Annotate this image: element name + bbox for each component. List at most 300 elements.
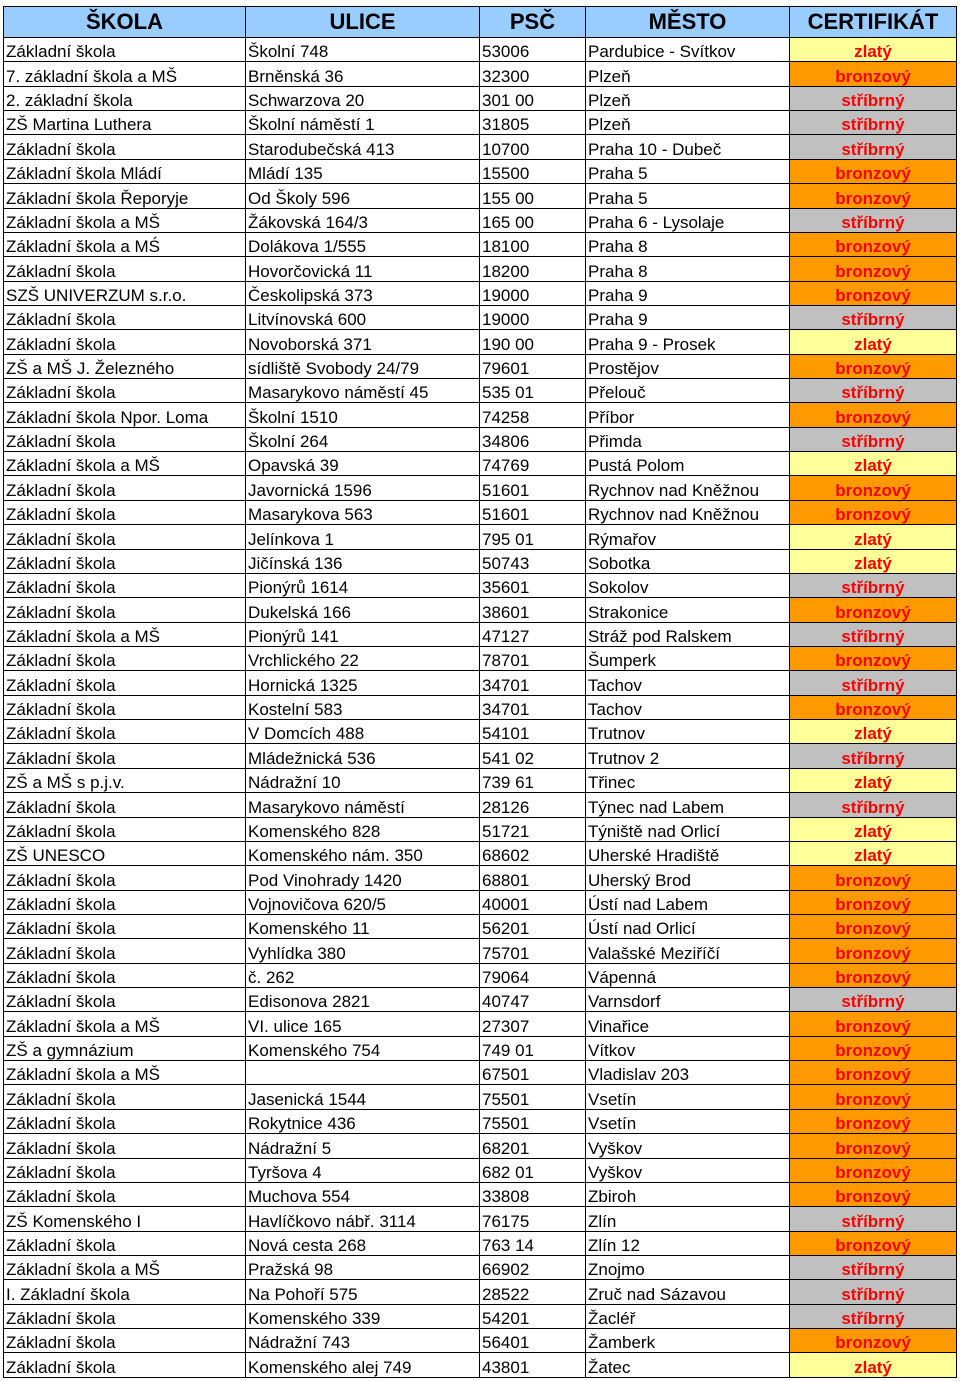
cell-zip: 18200: [480, 257, 586, 281]
cell-school: Základní škola Npor. Loma: [4, 403, 246, 427]
cell-city: Praha 9: [586, 281, 790, 305]
cell-city: Vladislav 203: [586, 1061, 790, 1085]
cell-certificate: bronzový: [790, 232, 957, 256]
table-row: [4, 914, 957, 938]
cell-certificate: bronzový: [790, 1061, 957, 1085]
cell-city: Žamberk: [586, 1329, 790, 1353]
cell-zip: 74258: [480, 403, 586, 427]
table-row: [4, 1353, 957, 1377]
cell-school: Základní škola: [4, 793, 246, 817]
cell-city: Stráž pod Ralskem: [586, 622, 790, 646]
cell-zip: 79064: [480, 963, 586, 987]
cell-street: Muchova 554: [246, 1182, 480, 1206]
cell-school: Základní škola: [4, 305, 246, 329]
cell-street: Jelínkova 1: [246, 525, 480, 549]
table-row: [4, 671, 957, 695]
cell-zip: 43801: [480, 1353, 586, 1377]
cell-city: Praha 9 - Prosek: [586, 330, 790, 354]
cell-street: Kostelní 583: [246, 695, 480, 719]
cell-street: sídliště Svobody 24/79: [246, 354, 480, 378]
cell-city: Praha 5: [586, 184, 790, 208]
table-row: [4, 1134, 957, 1158]
header-certificate: CERTIFIKÁT: [790, 7, 957, 38]
cell-zip: 190 00: [480, 330, 586, 354]
table-row: [4, 793, 957, 817]
cell-zip: 35601: [480, 573, 586, 597]
cell-street: Brněnská 36: [246, 62, 480, 86]
cell-school: ZŠ a MŠ J. Železného: [4, 354, 246, 378]
cell-certificate: zlatý: [790, 768, 957, 792]
table-row: [4, 525, 957, 549]
cell-certificate: bronzový: [790, 914, 957, 938]
cell-school: I. Základní škola: [4, 1280, 246, 1304]
cell-school: Základní škola: [4, 1329, 246, 1353]
cell-school: Základní škola: [4, 525, 246, 549]
table-row: [4, 598, 957, 622]
cell-street: Pod Vinohrady 1420: [246, 866, 480, 890]
table-row: [4, 1255, 957, 1279]
table-row: [4, 135, 957, 159]
cell-certificate: bronzový: [790, 62, 957, 86]
cell-street: Komenského 11: [246, 914, 480, 938]
cell-street: Vrchlického 22: [246, 646, 480, 670]
cell-city: Uherský Brod: [586, 866, 790, 890]
cell-street: Školní 748: [246, 38, 480, 62]
table-row: [4, 939, 957, 963]
cell-street: V Domcích 488: [246, 720, 480, 744]
cell-city: Zruč nad Sázavou: [586, 1280, 790, 1304]
cell-street: Komenského 339: [246, 1304, 480, 1328]
cell-street: Javornická 1596: [246, 476, 480, 500]
cell-zip: 32300: [480, 62, 586, 86]
cell-street: Dukelská 166: [246, 598, 480, 622]
cell-school: Základní škola: [4, 817, 246, 841]
cell-school: Základní škola: [4, 476, 246, 500]
cell-certificate: zlatý: [790, 38, 957, 62]
cell-city: Praha 6 - Lysolaje: [586, 208, 790, 232]
cell-city: Šumperk: [586, 646, 790, 670]
cell-zip: 795 01: [480, 525, 586, 549]
cell-school: Základní škola: [4, 1134, 246, 1158]
cell-zip: 535 01: [480, 379, 586, 403]
cell-certificate: bronzový: [790, 184, 957, 208]
cell-street: Mládežnická 536: [246, 744, 480, 768]
table-row: [4, 1231, 957, 1255]
table-row: [4, 549, 957, 573]
cell-city: Vsetín: [586, 1109, 790, 1133]
table-row: [4, 1329, 957, 1353]
cell-street: Tyršova 4: [246, 1158, 480, 1182]
cell-school: Základní škola: [4, 939, 246, 963]
cell-city: Žatec: [586, 1353, 790, 1377]
cell-certificate: stříbrný: [790, 111, 957, 135]
cell-city: Valašské Meziříčí: [586, 939, 790, 963]
cell-street: Komenského nám. 350: [246, 841, 480, 865]
table-row: [4, 38, 957, 62]
table-row: [4, 890, 957, 914]
cell-school: Základní škola: [4, 695, 246, 719]
cell-city: Prostějov: [586, 354, 790, 378]
cell-certificate: stříbrný: [790, 622, 957, 646]
cell-school: Základní škola: [4, 1085, 246, 1109]
cell-certificate: zlatý: [790, 525, 957, 549]
cell-city: Praha 8: [586, 257, 790, 281]
cell-certificate: stříbrný: [790, 1255, 957, 1279]
cell-school: Základní škola: [4, 1109, 246, 1133]
cell-school: Základní škola Řeporyje: [4, 184, 246, 208]
cell-zip: 75501: [480, 1085, 586, 1109]
cell-zip: 19000: [480, 305, 586, 329]
cell-certificate: bronzový: [790, 646, 957, 670]
cell-street: Nádražní 10: [246, 768, 480, 792]
cell-street: Komenského 828: [246, 817, 480, 841]
cell-street: Pražská 98: [246, 1255, 480, 1279]
header-street: ULICE: [246, 7, 480, 38]
cell-city: Znojmo: [586, 1255, 790, 1279]
cell-school: Základní škola: [4, 720, 246, 744]
cell-street: Masarykova 563: [246, 500, 480, 524]
header-row: [4, 7, 957, 38]
cell-city: Zlín: [586, 1207, 790, 1231]
cell-certificate: stříbrný: [790, 744, 957, 768]
cell-zip: 67501: [480, 1061, 586, 1085]
cell-city: Praha 9: [586, 305, 790, 329]
cell-school: ZŠ a MŠ s p.j.v.: [4, 768, 246, 792]
table-row: [4, 232, 957, 256]
cell-school: 2. základní škola: [4, 86, 246, 110]
cell-zip: 301 00: [480, 86, 586, 110]
table-row: [4, 184, 957, 208]
cell-zip: 28126: [480, 793, 586, 817]
cell-street: Pionýrů 141: [246, 622, 480, 646]
cell-zip: 75701: [480, 939, 586, 963]
cell-street: Nádražní 743: [246, 1329, 480, 1353]
cell-zip: 749 01: [480, 1036, 586, 1060]
table-row: [4, 111, 957, 135]
cell-zip: 56401: [480, 1329, 586, 1353]
cell-street: Školní 264: [246, 427, 480, 451]
table-row: [4, 963, 957, 987]
cell-zip: 50743: [480, 549, 586, 573]
cell-street: č. 262: [246, 963, 480, 987]
cell-certificate: bronzový: [790, 1109, 957, 1133]
cell-zip: 155 00: [480, 184, 586, 208]
table-row: [4, 1109, 957, 1133]
cell-zip: 34701: [480, 671, 586, 695]
cell-school: Základní škola: [4, 500, 246, 524]
cell-school: Základní škola: [4, 1304, 246, 1328]
cell-certificate: stříbrný: [790, 1304, 957, 1328]
cell-city: Vsetín: [586, 1085, 790, 1109]
cell-certificate: stříbrný: [790, 793, 957, 817]
table-row: [4, 988, 957, 1012]
table-row: [4, 1012, 957, 1036]
cell-city: Trutnov: [586, 720, 790, 744]
cell-certificate: stříbrný: [790, 573, 957, 597]
cell-city: Tachov: [586, 671, 790, 695]
header-school: ŠKOLA: [4, 7, 246, 38]
cell-zip: 51601: [480, 500, 586, 524]
table-row: [4, 622, 957, 646]
cell-school: Základní škola Mládí: [4, 159, 246, 183]
cell-city: Zbiroh: [586, 1182, 790, 1206]
table-row: [4, 281, 957, 305]
cell-zip: 74769: [480, 452, 586, 476]
cell-certificate: bronzový: [790, 403, 957, 427]
table-row: [4, 427, 957, 451]
header-city: MĚSTO: [586, 7, 790, 38]
cell-street: VI. ulice 165: [246, 1012, 480, 1036]
cell-city: Sobotka: [586, 549, 790, 573]
cell-certificate: bronzový: [790, 963, 957, 987]
table-row: [4, 817, 957, 841]
cell-school: Základní škola a MŠ: [4, 1255, 246, 1279]
cell-certificate: bronzový: [790, 1158, 957, 1182]
cell-school: Základní škola: [4, 573, 246, 597]
cell-street: Jičínská 136: [246, 549, 480, 573]
cell-certificate: bronzový: [790, 1012, 957, 1036]
cell-zip: 53006: [480, 38, 586, 62]
table-row: [4, 1304, 957, 1328]
cell-city: Rýmařov: [586, 525, 790, 549]
cell-city: Plzeň: [586, 111, 790, 135]
table-row: [4, 1280, 957, 1304]
cell-zip: 34701: [480, 695, 586, 719]
cell-school: Základní škola: [4, 963, 246, 987]
cell-street: Jasenická 1544: [246, 1085, 480, 1109]
cell-school: SZŠ UNIVERZUM s.r.o.: [4, 281, 246, 305]
table-row: [4, 208, 957, 232]
cell-city: Vyškov: [586, 1158, 790, 1182]
cell-school: Základní škola: [4, 988, 246, 1012]
certificate-table: [3, 6, 957, 1378]
cell-school: Základní škola a MŠ: [4, 208, 246, 232]
cell-certificate: stříbrný: [790, 671, 957, 695]
cell-zip: 31805: [480, 111, 586, 135]
cell-street: Komenského alej 749: [246, 1353, 480, 1377]
cell-zip: 682 01: [480, 1158, 586, 1182]
cell-certificate: bronzový: [790, 939, 957, 963]
cell-school: ZŠ Martina Luthera: [4, 111, 246, 135]
cell-certificate: bronzový: [790, 1329, 957, 1353]
cell-certificate: stříbrný: [790, 86, 957, 110]
cell-street: Komenského 754: [246, 1036, 480, 1060]
table-row: [4, 305, 957, 329]
cell-zip: 763 14: [480, 1231, 586, 1255]
cell-street: Mládí 135: [246, 159, 480, 183]
cell-street: Masarykovo náměstí: [246, 793, 480, 817]
cell-city: Varnsdorf: [586, 988, 790, 1012]
cell-zip: 27307: [480, 1012, 586, 1036]
cell-certificate: stříbrný: [790, 208, 957, 232]
cell-certificate: bronzový: [790, 598, 957, 622]
cell-city: Rychnov nad Kněžnou: [586, 500, 790, 524]
cell-school: Základní škola: [4, 866, 246, 890]
cell-street: Od Školy 596: [246, 184, 480, 208]
table-row: [4, 1207, 957, 1231]
table-row: [4, 1158, 957, 1182]
cell-city: Třinec: [586, 768, 790, 792]
cell-zip: 541 02: [480, 744, 586, 768]
cell-certificate: bronzový: [790, 1231, 957, 1255]
cell-street: Litvínovská 600: [246, 305, 480, 329]
cell-zip: 56201: [480, 914, 586, 938]
cell-zip: 78701: [480, 646, 586, 670]
cell-city: Vyškov: [586, 1134, 790, 1158]
cell-street: Dolákova 1/555: [246, 232, 480, 256]
cell-zip: 54201: [480, 1304, 586, 1328]
cell-school: ZŠ a gymnázium: [4, 1036, 246, 1060]
cell-certificate: stříbrný: [790, 305, 957, 329]
table-row: [4, 159, 957, 183]
cell-certificate: stříbrný: [790, 379, 957, 403]
cell-school: Základní škola: [4, 38, 246, 62]
cell-city: Přelouč: [586, 379, 790, 403]
cell-zip: 15500: [480, 159, 586, 183]
cell-street: Žákovská 164/3: [246, 208, 480, 232]
table-body: [4, 38, 957, 1378]
table-row: [4, 1085, 957, 1109]
cell-city: Týnec nad Labem: [586, 793, 790, 817]
cell-school: Základní škola: [4, 427, 246, 451]
cell-city: Příbor: [586, 403, 790, 427]
cell-street: Novoborská 371: [246, 330, 480, 354]
table-row: [4, 86, 957, 110]
cell-city: Pustá Polom: [586, 452, 790, 476]
cell-certificate: bronzový: [790, 354, 957, 378]
cell-zip: 68602: [480, 841, 586, 865]
table-row: [4, 379, 957, 403]
cell-certificate: bronzový: [790, 1134, 957, 1158]
table-row: [4, 768, 957, 792]
cell-zip: 79601: [480, 354, 586, 378]
cell-zip: 76175: [480, 1207, 586, 1231]
cell-city: Praha 8: [586, 232, 790, 256]
cell-street: Schwarzova 20: [246, 86, 480, 110]
table-row: [4, 354, 957, 378]
cell-school: Základní škola: [4, 549, 246, 573]
cell-zip: 40747: [480, 988, 586, 1012]
cell-certificate: bronzový: [790, 890, 957, 914]
cell-city: Praha 10 - Dubeč: [586, 135, 790, 159]
cell-school: Základní škola: [4, 646, 246, 670]
cell-city: Uherské Hradiště: [586, 841, 790, 865]
cell-zip: 33808: [480, 1182, 586, 1206]
cell-school: Základní škola: [4, 1158, 246, 1182]
cell-street: Na Pohoří 575: [246, 1280, 480, 1304]
cell-city: Trutnov 2: [586, 744, 790, 768]
table-row: [4, 257, 957, 281]
cell-street: Nová cesta 268: [246, 1231, 480, 1255]
cell-street: Hovorčovická 11: [246, 257, 480, 281]
cell-street: Českolipská 373: [246, 281, 480, 305]
cell-city: Přimda: [586, 427, 790, 451]
table-row: [4, 744, 957, 768]
table-row: [4, 403, 957, 427]
cell-street: Edisonova 2821: [246, 988, 480, 1012]
cell-street: Pionýrů 1614: [246, 573, 480, 597]
table-row: [4, 1061, 957, 1085]
cell-certificate: zlatý: [790, 841, 957, 865]
cell-certificate: stříbrný: [790, 135, 957, 159]
cell-street: Školní náměstí 1: [246, 111, 480, 135]
cell-zip: 40001: [480, 890, 586, 914]
cell-school: Základní škola: [4, 598, 246, 622]
cell-certificate: bronzový: [790, 281, 957, 305]
cell-certificate: zlatý: [790, 720, 957, 744]
table-row: [4, 866, 957, 890]
cell-school: Základní škola a MŠ: [4, 622, 246, 646]
cell-certificate: zlatý: [790, 330, 957, 354]
table-row: [4, 476, 957, 500]
cell-school: Základní škola: [4, 1231, 246, 1255]
cell-zip: 10700: [480, 135, 586, 159]
cell-certificate: bronzový: [790, 1036, 957, 1060]
cell-city: Rychnov nad Kněžnou: [586, 476, 790, 500]
cell-city: Vinařice: [586, 1012, 790, 1036]
cell-street: Vyhlídka 380: [246, 939, 480, 963]
cell-school: Základní škola: [4, 135, 246, 159]
table-row: [4, 695, 957, 719]
cell-city: Vápenná: [586, 963, 790, 987]
cell-zip: 38601: [480, 598, 586, 622]
cell-zip: 47127: [480, 622, 586, 646]
table-row: [4, 452, 957, 476]
cell-zip: 28522: [480, 1280, 586, 1304]
table-row: [4, 720, 957, 744]
cell-street: [246, 1061, 480, 1085]
cell-certificate: bronzový: [790, 866, 957, 890]
cell-certificate: bronzový: [790, 500, 957, 524]
cell-street: Nádražní 5: [246, 1134, 480, 1158]
cell-school: Základní škola a MŚ: [4, 232, 246, 256]
cell-zip: 739 61: [480, 768, 586, 792]
cell-certificate: zlatý: [790, 549, 957, 573]
cell-zip: 165 00: [480, 208, 586, 232]
cell-zip: 51601: [480, 476, 586, 500]
cell-school: Základní škola: [4, 671, 246, 695]
cell-city: Plzeň: [586, 86, 790, 110]
cell-city: Pardubice - Svítkov: [586, 38, 790, 62]
cell-certificate: zlatý: [790, 1353, 957, 1377]
cell-city: Tachov: [586, 695, 790, 719]
table-row: [4, 62, 957, 86]
cell-street: Starodubečská 413: [246, 135, 480, 159]
cell-school: Základní škola: [4, 1182, 246, 1206]
table-row: [4, 330, 957, 354]
cell-school: Základní škola: [4, 744, 246, 768]
table-row: [4, 573, 957, 597]
cell-certificate: bronzový: [790, 159, 957, 183]
table-row: [4, 1036, 957, 1060]
cell-city: Plzeň: [586, 62, 790, 86]
cell-school: Základní škola: [4, 890, 246, 914]
cell-zip: 68201: [480, 1134, 586, 1158]
cell-zip: 66902: [480, 1255, 586, 1279]
cell-zip: 68801: [480, 866, 586, 890]
cell-zip: 51721: [480, 817, 586, 841]
cell-street: Hornická 1325: [246, 671, 480, 695]
cell-street: Havlíčkovo nábř. 3114: [246, 1207, 480, 1231]
cell-certificate: bronzový: [790, 476, 957, 500]
cell-school: 7. základní škola a MŠ: [4, 62, 246, 86]
cell-school: Základní škola: [4, 330, 246, 354]
table-row: [4, 1182, 957, 1206]
cell-zip: 19000: [480, 281, 586, 305]
cell-certificate: zlatý: [790, 452, 957, 476]
cell-certificate: stříbrný: [790, 1280, 957, 1304]
cell-zip: 54101: [480, 720, 586, 744]
